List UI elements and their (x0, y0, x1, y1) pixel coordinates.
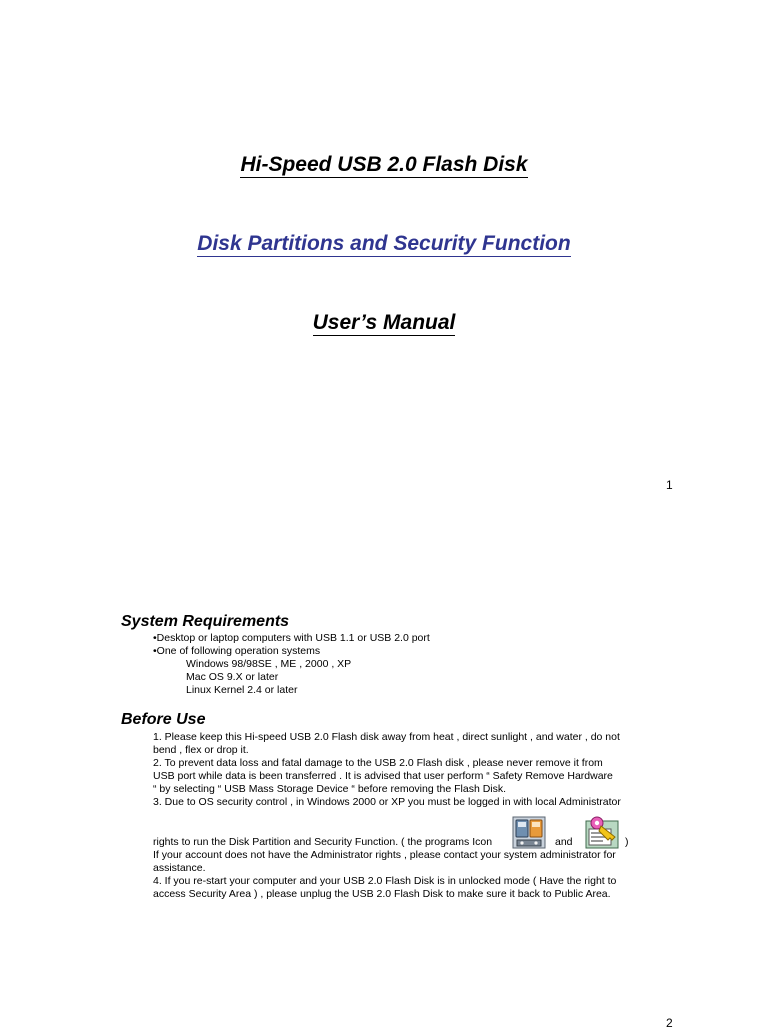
before-use-line: rights to run the Disk Partition and Security Function. ( the programs Icon (153, 836, 493, 848)
manual-title: User’s Manual (0, 311, 768, 336)
before-use-line: 4. If you re-start your computer and your USB 2.0 Flash Disk is in unlocked mode ( Have the right to (153, 875, 617, 887)
page-number: 2 (666, 1016, 673, 1030)
before-use-line: USB port while data is been transferred . It is advised that user perform “ Safety Remove Hardware (153, 770, 613, 782)
before-use-line: access Security Area ) , please unplug the USB 2.0 Flash Disk to make sure it back to Public Area. (153, 888, 611, 900)
document-subtitle: Disk Partitions and Security Function (0, 232, 768, 257)
requirement-os-item: Mac OS 9.X or later (186, 671, 279, 683)
before-use-line: assistance. (153, 862, 206, 874)
before-use-line: ) (625, 836, 629, 848)
before-use-line: “ by selecting “ USB Mass Storage Device “ before removing the Flash Disk. (153, 783, 507, 795)
before-use-line: If your account does not have the Administrator rights , please contact your system administrator for (153, 849, 616, 861)
requirement-os-item: Linux Kernel 2.4 or later (186, 684, 298, 696)
page-number: 1 (666, 478, 673, 492)
security-key-program-icon (585, 815, 619, 849)
requirement-item: •Desktop or laptop computers with USB 1.1 or USB 2.0 port (153, 632, 430, 644)
before-use-line: and (555, 836, 573, 848)
system-requirements-heading: System Requirements (121, 613, 290, 630)
requirement-item: •One of following operation systems (153, 645, 321, 657)
document-title: Hi-Speed USB 2.0 Flash Disk (0, 153, 768, 178)
disk-partition-program-icon (512, 815, 546, 849)
before-use-line: bend , flex or drop it. (153, 744, 249, 756)
requirement-os-item: Windows 98/98SE , ME , 2000 , XP (186, 658, 352, 670)
before-use-line: 1. Please keep this Hi-speed USB 2.0 Flash disk away from heat , direct sunlight , and water , do not (153, 731, 620, 743)
before-use-line: 2. To prevent data loss and fatal damage to the USB 2.0 Flash disk , please never remove it from (153, 757, 603, 769)
before-use-heading: Before Use (121, 711, 206, 728)
before-use-line: 3. Due to OS security control , in Windows 2000 or XP you must be logged in with local Administrator (153, 796, 621, 808)
